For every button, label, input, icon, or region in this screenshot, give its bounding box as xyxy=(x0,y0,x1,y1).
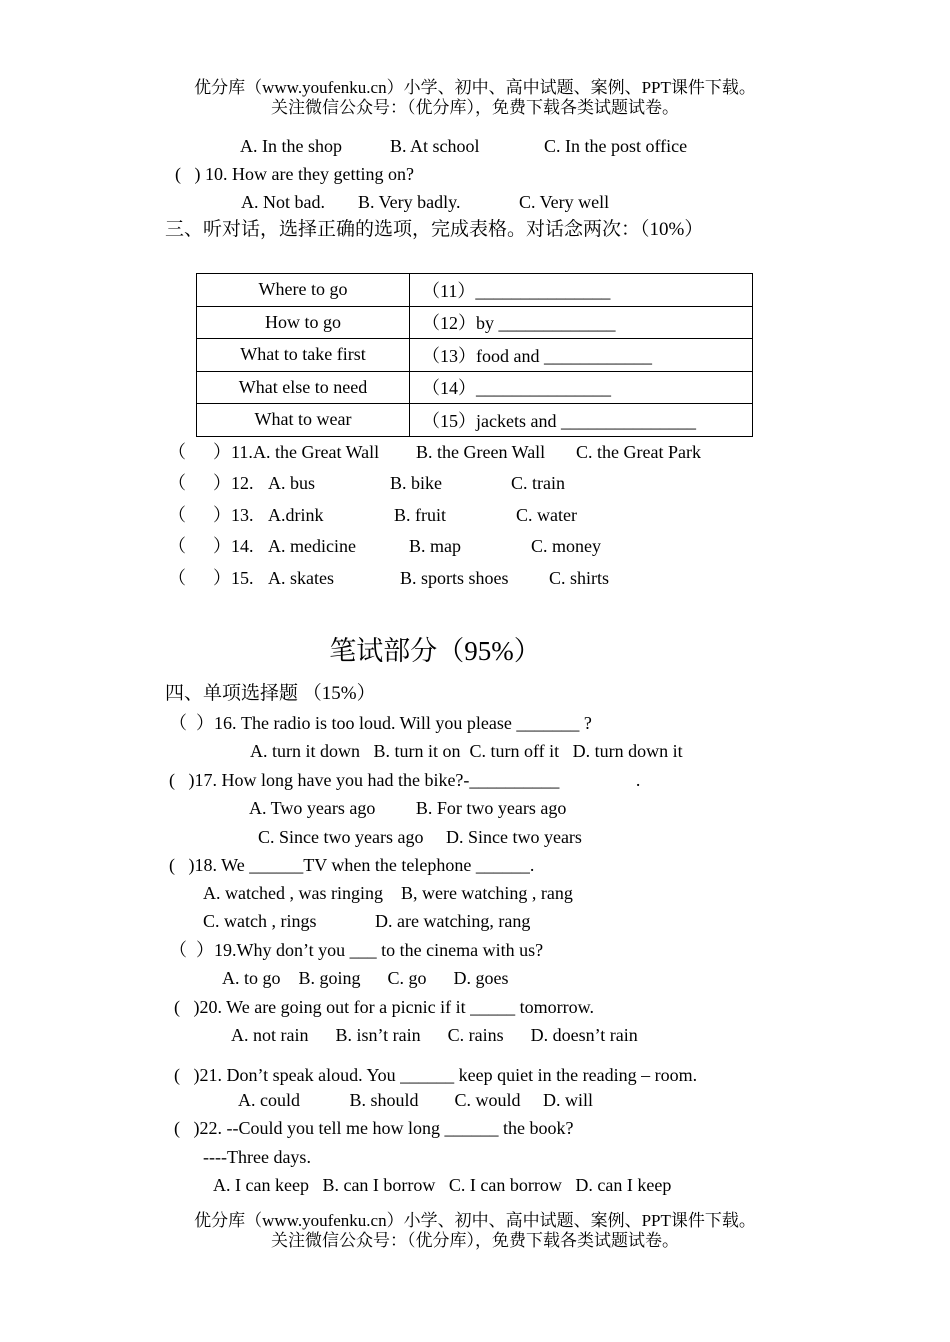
q13-option-b: B. fruit xyxy=(394,505,446,525)
q11-option-c: C. the Great Park xyxy=(576,442,701,462)
q12-number: （ ）12. xyxy=(168,473,254,493)
q13-option-a: A.drink xyxy=(268,505,324,525)
footer-line-2: 关注微信公众号：（优分库），免费下载各类试题试卷。 xyxy=(271,1231,679,1250)
q10-option-c: C. Very well xyxy=(519,192,610,212)
table-row xyxy=(197,339,753,372)
table-key: Where to go xyxy=(197,274,410,307)
header-line-1: 优分库（www.youfenku.cn）小学、初中、高中试题、案例、PPT课件下载。 xyxy=(194,78,756,97)
q11-option-a: A. the Great Wall xyxy=(253,442,380,462)
q11-option-b: B. the Green Wall xyxy=(416,442,546,462)
footer-line-1: 优分库（www.youfenku.cn）小学、初中、高中试题、案例、PPT课件下载。 xyxy=(194,1211,756,1230)
q15-option-b: B. sports shoes xyxy=(400,568,509,588)
listening-table xyxy=(196,273,753,437)
q15-option-c: C. shirts xyxy=(549,568,610,588)
q12-option-b: B. bike xyxy=(390,473,442,493)
table-row xyxy=(197,404,753,437)
q12-option-a: A. bus xyxy=(268,473,316,493)
table-key: How to go xyxy=(197,306,410,339)
q15-number: （ ）15. xyxy=(168,568,254,588)
q11-number: （ ）11. xyxy=(168,442,253,462)
q22-stem: ( )22. --Could you tell me how long ______ the book? xyxy=(174,1118,574,1138)
q10-option-b: B. Very badly. xyxy=(358,192,461,212)
q17-options-1: A. Two years ago B. For two years ago xyxy=(249,798,567,818)
q14-option-a: A. medicine xyxy=(268,536,356,556)
table-value: （12）by _____________ xyxy=(410,306,753,339)
table-value: （11）_______________ xyxy=(410,274,753,307)
q9-option-b: B. At school xyxy=(390,136,480,156)
q13-number: （ ）13. xyxy=(168,505,254,525)
table-key: What to wear xyxy=(197,404,410,437)
q16-options: A. turn it down B. turn it on C. turn off it D. turn down it xyxy=(250,741,683,761)
q18-options-2: C. watch , rings D. are watching, rang xyxy=(203,911,531,931)
q19-stem: （ ）19.Why don’t you ___ to the cinema with us? xyxy=(169,940,544,960)
q13-option-c: C. water xyxy=(516,505,577,525)
q15-option-a: A. skates xyxy=(268,568,334,588)
table-value: （14）_______________ xyxy=(410,371,753,404)
table-row xyxy=(197,274,753,307)
q17-stem: ( )17. How long have you had the bike?-__________ . xyxy=(169,770,641,790)
q10-option-a: A. Not bad. xyxy=(241,192,325,212)
q20-stem: ( )20. We are going out for a picnic if it _____ tomorrow. xyxy=(174,997,594,1017)
table-value: （13）food and ____________ xyxy=(410,339,753,372)
q17-options-2: C. Since two years ago D. Since two years xyxy=(258,827,582,847)
q14-number: （ ）14. xyxy=(168,536,254,556)
table-row xyxy=(197,306,753,339)
q18-stem: ( )18. We ______TV when the telephone ______. xyxy=(169,855,535,875)
q21-options: A. could B. should C. would D. will xyxy=(238,1090,594,1110)
q22-options: A. I can keep B. can I borrow C. I can borrow D. can I keep xyxy=(213,1175,672,1195)
written-part-title: 笔试部分（95%） xyxy=(329,636,541,666)
q18-options-1: A. watched , was ringing B, were watching , rang xyxy=(203,883,573,903)
q19-options: A. to go B. going C. go D. goes xyxy=(222,968,509,988)
header-line-2: 关注微信公众号：（优分库），免费下载各类试题试卷。 xyxy=(271,98,679,117)
q9-option-a: A. In the shop xyxy=(240,136,342,156)
table-row xyxy=(197,371,753,404)
q9-option-c: C. In the post office xyxy=(544,136,688,156)
q21-stem: ( )21. Don’t speak aloud. You ______ keep quiet in the reading – room. xyxy=(174,1065,698,1085)
table-value: （15）jackets and _______________ xyxy=(410,404,753,437)
section4-title: 四、单项选择题 （15%） xyxy=(165,683,376,704)
q20-options: A. not rain B. isn’t rain C. rains D. doesn’t rain xyxy=(231,1025,638,1045)
q10-stem: ( ) 10. How are they getting on? xyxy=(175,164,414,184)
q14-option-b: B. map xyxy=(409,536,461,556)
table-key: What to take first xyxy=(197,339,410,372)
q12-option-c: C. train xyxy=(511,473,565,493)
q14-option-c: C. money xyxy=(531,536,601,556)
table-key: What else to need xyxy=(197,371,410,404)
q22-reply: ----Three days. xyxy=(203,1147,311,1167)
q16-stem: （ ）16. The radio is too loud. Will you please _______ ? xyxy=(169,713,592,733)
section3-title: 三、听对话，选择正确的选项，完成表格。对话念两次：（10%） xyxy=(165,219,704,240)
